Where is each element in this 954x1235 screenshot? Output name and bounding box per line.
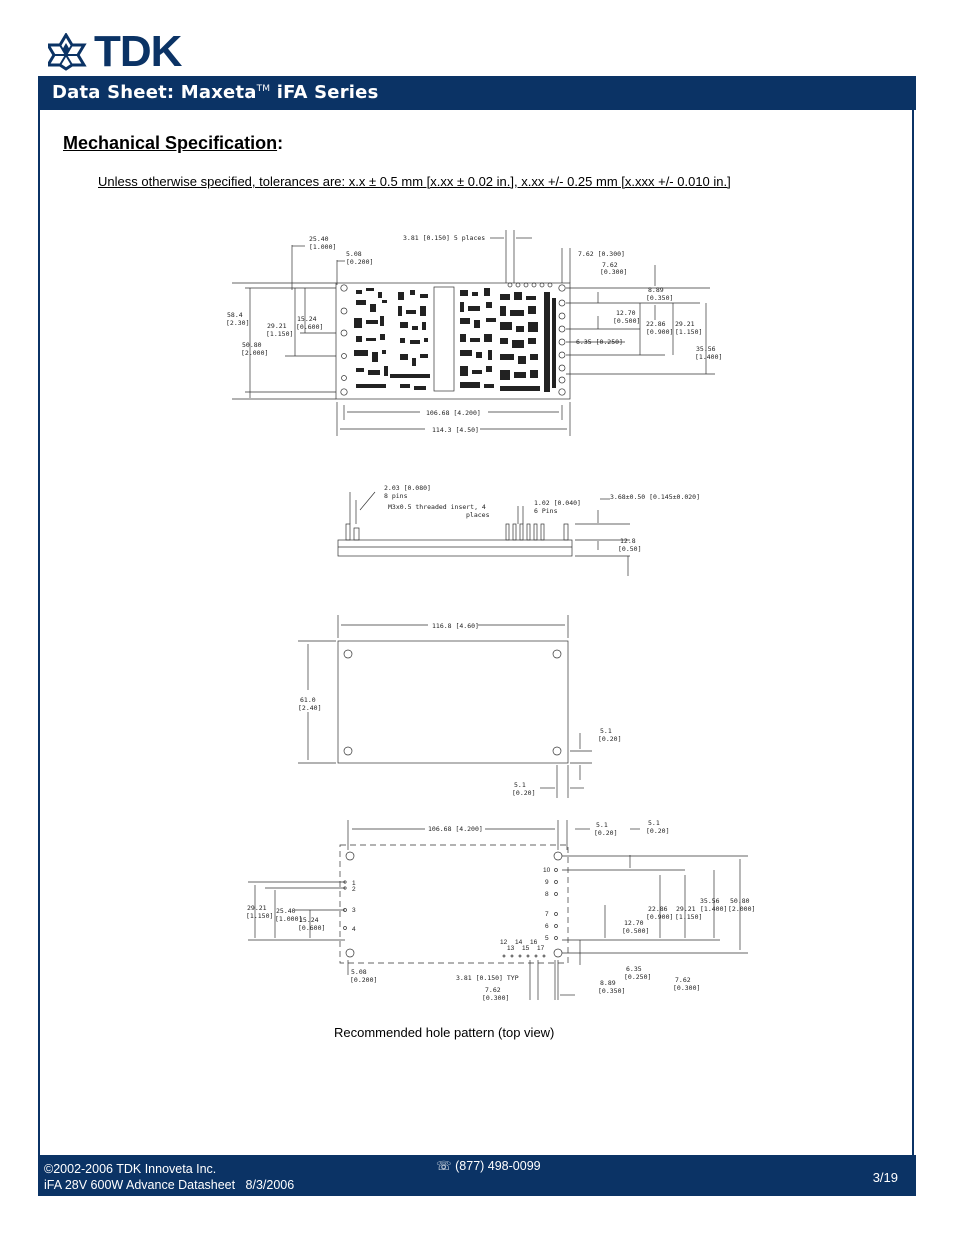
dim-hole-12: [0.200] (350, 976, 378, 984)
dim-hole-22: 29.21 (676, 905, 696, 913)
pin-label-15: 15 (522, 945, 530, 952)
footer-phone (436, 1158, 541, 1173)
dim-bottom-2: [2.40] (298, 704, 322, 712)
dim-top-13: [1.150] (266, 330, 294, 338)
dim-top-4: 3.81 [0.150] 5 places (403, 234, 486, 242)
pin-label-1: 1 (352, 880, 356, 887)
dim-top-17: [2.000] (241, 349, 269, 357)
dim-top-26: [1.400] (695, 353, 723, 361)
dim-hole-10: [0.600] (298, 924, 326, 932)
dim-top-11: [2.30] (226, 319, 250, 327)
section-title (63, 133, 283, 154)
logo-wordmark: TDK (94, 27, 182, 76)
pin-label-6: 6 (545, 923, 549, 930)
dim-side-7: 12.8 (620, 537, 636, 545)
dim-side-8: [0.50] (618, 545, 642, 553)
pin-label-5: 5 (545, 935, 549, 942)
dim-top-3: [0.200] (346, 258, 374, 266)
dim-top-23: [1.150] (675, 328, 703, 336)
dim-top-24: 6.35 [0.250] (576, 338, 623, 346)
dim-hole-9: 15.24 (299, 916, 319, 924)
dim-hole-1: 5.1 (596, 821, 608, 829)
dim-hole-26: 6.35 (626, 965, 642, 973)
dim-hole-25: [0.500] (622, 927, 650, 935)
dim-hole-3: 5.1 (648, 819, 660, 827)
dim-hole-31: [0.300] (673, 984, 701, 992)
dim-hole-29: [0.350] (598, 987, 626, 995)
dim-hole-19: [2.000] (728, 905, 756, 913)
dim-side-2: M3x0.5 threaded insert, 4 (388, 503, 486, 511)
dim-side-6: 3.68±0.50 [0.145±0.020] (610, 493, 701, 501)
dim-top-21: [0.900] (646, 328, 674, 336)
dim-hole-17: [1.400] (700, 905, 728, 913)
dim-bottom-5: 5.1 (514, 781, 526, 789)
section-title-text: Mechanical Specification (63, 133, 278, 153)
dim-hole-21: [0.900] (646, 913, 674, 921)
dim-top-27: 106.68 [4.200] (426, 409, 481, 417)
dim-top-2: 5.08 (346, 250, 362, 258)
dim-top-14: 15.24 (297, 315, 317, 323)
pin-label-8: 8 (545, 891, 549, 898)
pin-label-16: 16 (530, 939, 538, 946)
dim-hole-7: 25.40 (276, 907, 296, 915)
dim-hole-28: 8.89 (600, 979, 616, 987)
dim-bottom-3: 5.1 (600, 727, 612, 735)
pin-label-13: 13 (507, 945, 515, 952)
dim-side-0: 2.03 [0.080] (384, 484, 431, 492)
dim-side-1: 8 pins (384, 492, 408, 500)
telephone-icon: ☏ (436, 1159, 452, 1173)
dim-hole-6: [1.150] (246, 912, 274, 920)
dim-top-28: 114.3 [4.50] (432, 426, 479, 434)
dim-top-19: [0.500] (613, 317, 641, 325)
dim-hole-16: 35.56 (700, 897, 720, 905)
header-band (38, 76, 916, 110)
dim-bottom-0: 116.8 [4.60] (432, 622, 479, 630)
footer-info (44, 1161, 294, 1193)
title-prefix: Data Sheet: Maxeta (52, 82, 257, 103)
pin-label-4: 4 (352, 926, 356, 933)
section-title-colon: : (277, 133, 284, 153)
dim-top-8: 8.89 (648, 286, 664, 294)
dim-bottom-4: [0.20] (598, 735, 622, 743)
pin-label-9: 9 (545, 879, 549, 886)
dim-hole-27: [0.250] (624, 973, 652, 981)
dim-top-6: 7.62 (602, 261, 618, 269)
pin-label-17: 17 (537, 945, 545, 952)
dim-hole-8: [1.000] (275, 915, 303, 923)
dim-side-4: 1.02 [0.040] (534, 499, 581, 507)
dim-side-3: places (466, 511, 490, 519)
tolerance-note: Unless otherwise specified, tolerances are: x.x ± 0.5 mm [x.xx ± 0.02 in.], x.xx +/- 0.25 mm [x.xxx +/- 0.010 in.] (98, 174, 731, 189)
dim-bottom-1: 61.0 (300, 696, 316, 704)
figure-caption: Recommended hole pattern (top view) (334, 1025, 555, 1040)
phone-number: (877) 498-0099 (455, 1159, 541, 1173)
pin-label-12: 12 (500, 939, 508, 946)
dim-hole-4: [0.20] (646, 827, 670, 835)
dim-top-22: 29.21 (675, 320, 695, 328)
dim-top-25: 35.56 (696, 345, 716, 353)
dim-top-20: 22.86 (646, 320, 666, 328)
pin-label-3: 3 (352, 907, 356, 914)
dim-side-5: 6 Pins (534, 507, 558, 515)
trademark-mark: TM (256, 84, 271, 94)
dim-top-5: 7.62 [0.300] (578, 250, 625, 258)
dim-hole-5: 29.21 (247, 904, 267, 912)
dim-top-9: [0.350] (646, 294, 674, 302)
pin-label-10: 10 (543, 867, 551, 874)
dim-top-10: 58.4 (227, 311, 243, 319)
dim-hole-30: 7.62 (675, 976, 691, 984)
dim-top-1: [1.000] (309, 243, 337, 251)
page-title (52, 82, 379, 103)
dim-hole-15: [0.300] (482, 994, 510, 1002)
dim-top-16: 50.80 (242, 341, 262, 349)
dim-hole-13: 3.81 [0.150] TYP (456, 974, 519, 982)
footer-document: iFA 28V 600W Advance Datasheet 8/3/2006 (44, 1178, 295, 1192)
dim-hole-24: 12.70 (624, 919, 644, 927)
title-suffix: iFA Series (270, 82, 379, 103)
pin-label-14: 14 (515, 939, 523, 946)
footer-band (38, 1155, 916, 1196)
dim-bottom-6: [0.20] (512, 789, 536, 797)
dim-top-7: [0.300] (600, 268, 628, 276)
dim-hole-2: [0.20] (594, 829, 618, 837)
dim-top-18: 12.70 (616, 309, 636, 317)
mechanical-drawing (210, 220, 770, 1020)
footer-copyright: ©2002-2006 TDK Innoveta Inc. (44, 1162, 217, 1176)
dim-hole-20: 22.86 (648, 905, 668, 913)
pin-label-7: 7 (545, 911, 549, 918)
dim-top-15: [0.600] (296, 323, 324, 331)
dim-top-12: 29.21 (267, 322, 287, 330)
dim-hole-14: 7.62 (485, 986, 501, 994)
dim-top-0: 25.40 (309, 235, 329, 243)
dim-hole-11: 5.08 (351, 968, 367, 976)
component-pattern (354, 288, 556, 392)
dim-hole-0: 106.68 [4.200] (428, 825, 483, 833)
dim-hole-23: [1.150] (675, 913, 703, 921)
dim-hole-18: 50.80 (730, 897, 750, 905)
pin-label-2: 2 (352, 886, 356, 893)
tdk-logo (48, 27, 213, 76)
page-number: 3/19 (872, 1170, 898, 1185)
